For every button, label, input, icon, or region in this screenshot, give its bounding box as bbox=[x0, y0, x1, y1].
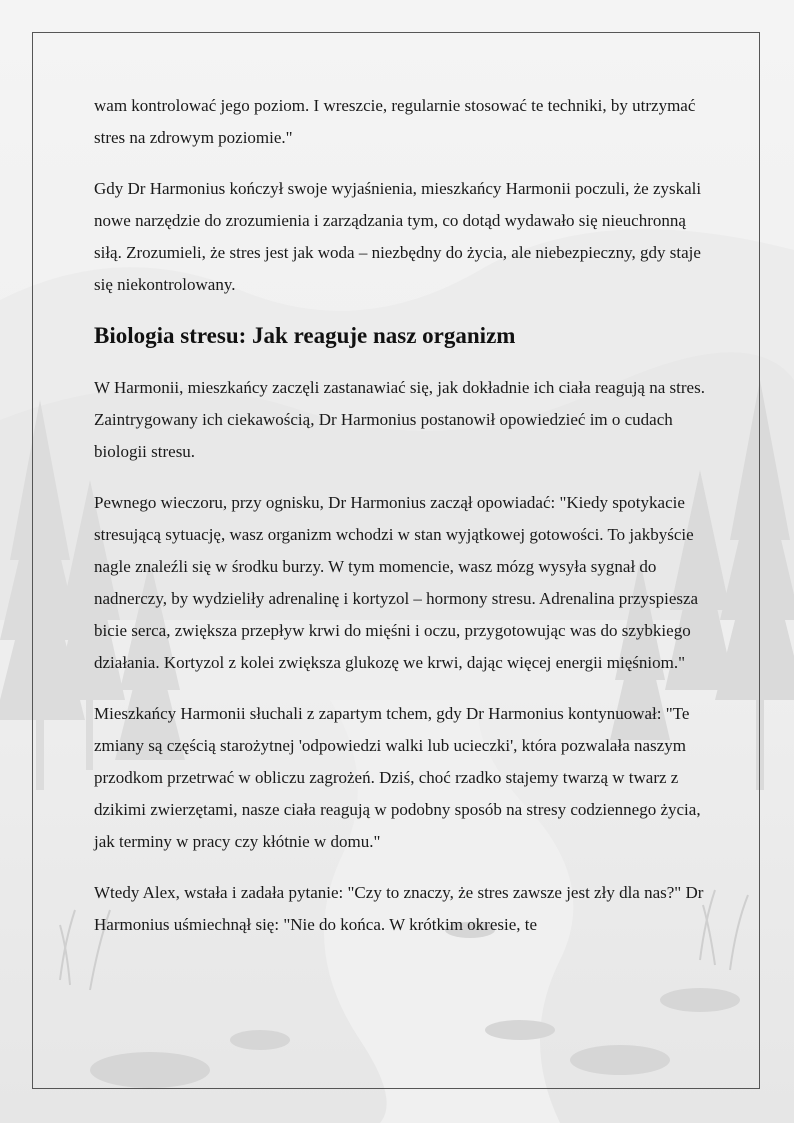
document-body bbox=[94, 90, 706, 960]
paragraph: wam kontrolować jego poziom. I wreszcie, regularnie stosować te techniki, by utrzymać stres na zdrowym poziomie." bbox=[94, 96, 696, 147]
paragraph: Mieszkańcy Harmonii słuchali z zapartym tchem, gdy Dr Harmonius kontynuował: "Te zmiany są częścią starożytnej 'odpowiedzi walki lub ucieczki', która pozwalała naszym przodkom przetrwać w obliczu zagrożeń. Dziś, choć rzadko stajemy twarzą w twarz z dzikimi zwierzętami, nasze ciała reagują w podobny sposób na stresy codziennego życia, jak terminy w pracy czy kłótnie w domu." bbox=[94, 704, 701, 851]
paragraph: Pewnego wieczoru, przy ognisku, Dr Harmonius zaczął opowiadać: "Kiedy spotykacie stresującą sytuację, wasz organizm wchodzi w stan wyjątkowej gotowości. To jakbyście nagle znaleźli się w środku burzy. W tym momencie, wasz mózg wysyła sygnał do nadnerczy, by wydzieliły adrenalinę i kortyzol – hormony stresu. Adrenalina przyspiesza bicie serca, zwiększa przepływ krwi do mięśni i oczu, przygotowując was do szybkiego działania. Kortyzol z kolei zwiększa glukozę we krwi, dając więcej energii mięśniom." bbox=[94, 493, 699, 672]
paragraph: W Harmonii, mieszkańcy zaczęli zastanawiać się, jak dokładnie ich ciała reagują na stres. Zaintrygowany ich ciekawością, Dr Harmonius postanowił opowiedzieć im o cudach biologii stresu. bbox=[94, 378, 705, 461]
paragraph: Gdy Dr Harmonius kończył swoje wyjaśnienia, mieszkańcy Harmonii poczuli, że zyskali nowe narzędzie do zrozumienia i zarządzania tym, co dotąd wydawało się nieuchronną siłą. Zrozumieli, że stres jest jak woda – niezbędny do życia, ale niebezpieczny, gdy staje się niekontrolowany. bbox=[94, 179, 702, 294]
paragraph: Wtedy Alex, wstała i zadała pytanie: "Czy to znaczy, że stres zawsze jest zły dla nas?" Dr Harmonius uśmiechnął się: "Nie do końca. W krótkim okresie, te bbox=[94, 883, 704, 934]
section-heading: Biologia stresu: Jak reaguje nasz organizm bbox=[94, 323, 516, 348]
